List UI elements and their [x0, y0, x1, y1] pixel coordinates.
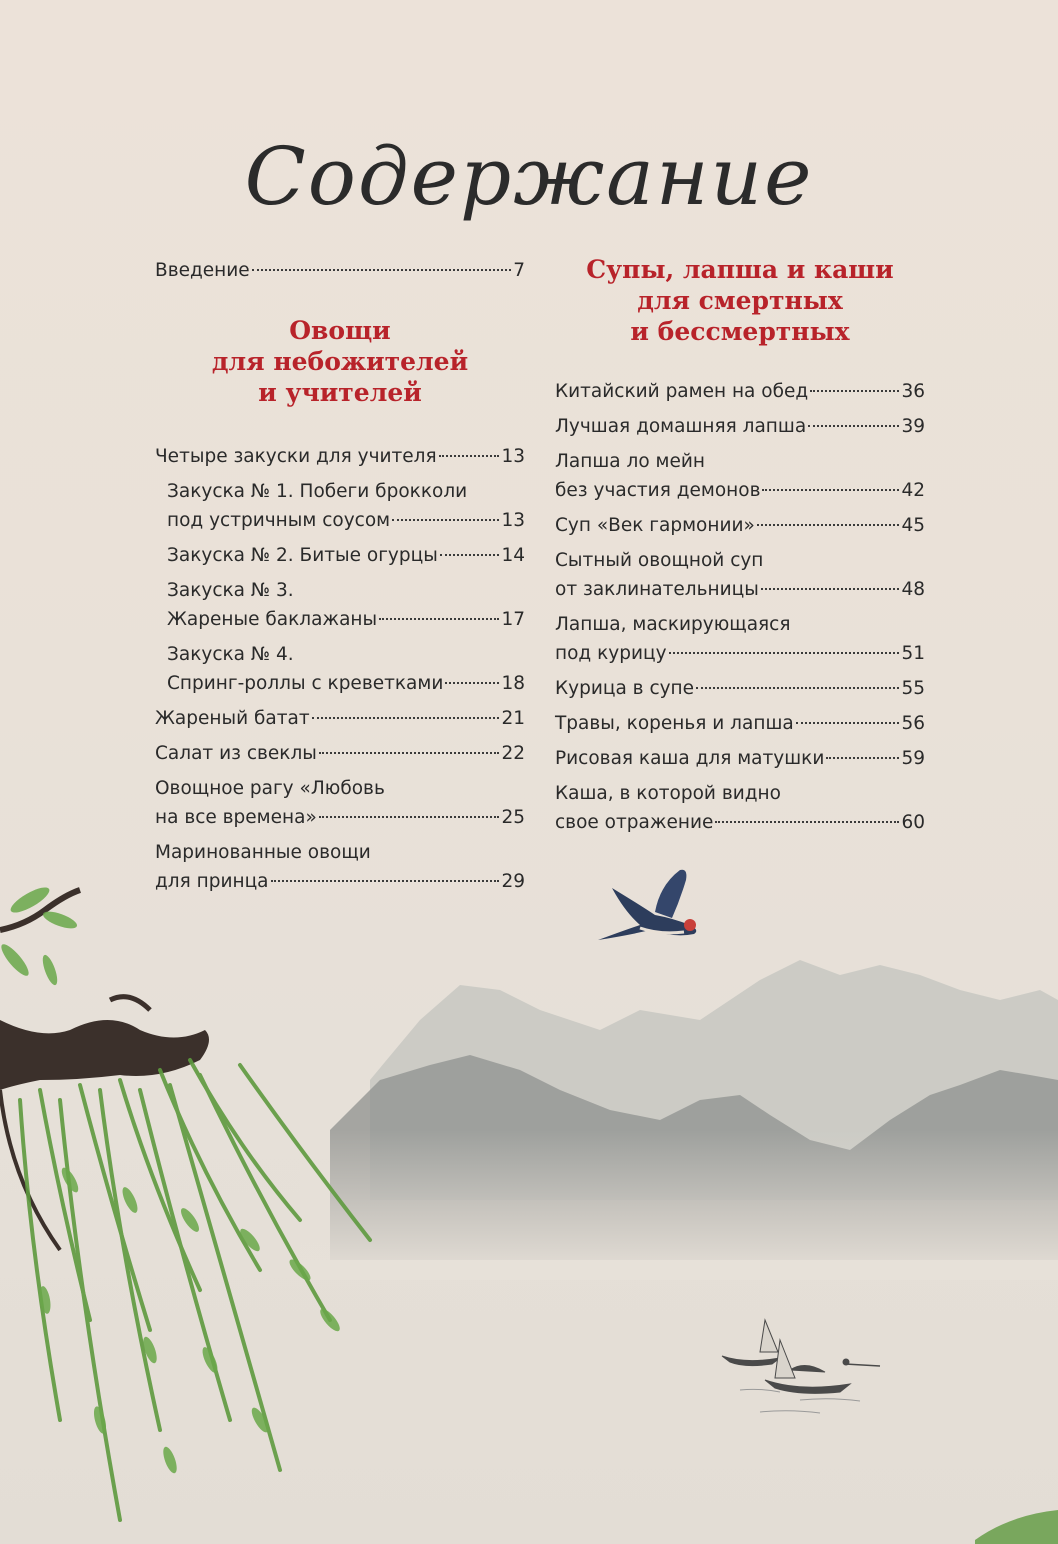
toc-entry-title: Салат из свеклы [155, 743, 317, 764]
toc-right-column [555, 254, 925, 843]
toc-dots [312, 717, 500, 719]
toc-entry-title: Китайский рамен на обед [555, 381, 809, 402]
toc-entry[interactable] [155, 477, 525, 535]
toc-page-number: 48 [901, 579, 925, 600]
toc-entry-title: под устричным соусом [167, 510, 391, 531]
section-heading-soups [555, 254, 925, 347]
toc-page-number: 18 [501, 673, 525, 694]
toc-entry-title: Жареный батат [155, 708, 310, 729]
toc-page-number: 14 [501, 545, 525, 566]
toc-dots [319, 752, 500, 754]
toc-dots [392, 519, 499, 521]
toc-entry-title: Курица в супе [555, 678, 695, 699]
toc-entry-title: без участия демонов [555, 480, 761, 501]
toc-page-number: 60 [901, 812, 925, 833]
toc-entry-title: Спринг-роллы с креветками [167, 673, 444, 694]
toc-entry-title: Травы, коренья и лапша [555, 713, 794, 734]
toc-entry[interactable] [555, 511, 925, 540]
toc-entry[interactable] [555, 744, 925, 773]
toc-dots [445, 682, 499, 684]
toc-page-number: 55 [901, 678, 925, 699]
toc-entry[interactable] [155, 442, 525, 471]
toc-entry-title: Суп «Век гармонии» [555, 515, 755, 536]
page-title: Содержание [244, 130, 814, 223]
toc-page-number: 39 [901, 416, 925, 437]
toc-dots [757, 524, 900, 526]
toc-entry-title-line: Закуска № 1. Побеги брокколи [167, 481, 468, 502]
toc-entry-title: Рисовая каша для матушки [555, 748, 825, 769]
section-heading-line: для небожителей [211, 347, 469, 376]
toc-entry-title: Закуска № 2. Битые огурцы [167, 545, 438, 566]
toc-entry-title-line: Лапша ло мейн [555, 451, 705, 472]
toc-entry-title-line: Каша, в которой видно [555, 783, 781, 804]
toc-entry-title-line: Закуска № 3. [167, 580, 294, 601]
toc-entry-title-line: Сытный овощной суп [555, 550, 764, 571]
toc-left-column [155, 256, 525, 902]
toc-page-number: 56 [901, 713, 925, 734]
toc-entry[interactable] [155, 704, 525, 733]
toc-entry[interactable] [555, 779, 925, 837]
toc-dots [808, 425, 899, 427]
green-hill [975, 1510, 1058, 1544]
toc-page-number: 45 [901, 515, 925, 536]
toc-entry[interactable] [155, 576, 525, 634]
section-heading-line: и бессмертных [630, 317, 850, 346]
toc-dots [319, 816, 500, 818]
toc-entry[interactable] [155, 838, 525, 896]
toc-dots [715, 821, 899, 823]
toc-entry-title: от заклинательницы [555, 579, 759, 600]
swallow-bird [598, 870, 696, 940]
section-heading-line: Супы, лапша и каши [586, 255, 894, 284]
section-heading-vegetables [155, 315, 525, 408]
toc-dots [761, 588, 900, 590]
toc-entry-title-line: Закуска № 4. [167, 644, 294, 665]
toc-entry[interactable] [555, 412, 925, 441]
toc-entry[interactable] [155, 541, 525, 570]
toc-page-number: 7 [513, 260, 525, 281]
toc-entry-title: Лучшая домашняя лапша [555, 416, 807, 437]
toc-page-number: 51 [901, 643, 925, 664]
toc-entry[interactable] [155, 739, 525, 768]
toc-entry[interactable] [555, 546, 925, 604]
toc-page-number: 21 [501, 708, 525, 729]
toc-dots [669, 652, 900, 654]
toc-page-number: 17 [501, 609, 525, 630]
toc-page-number: 22 [501, 743, 525, 764]
toc-entry-title: Жареные баклажаны [167, 609, 378, 630]
toc-dots [252, 269, 512, 271]
toc-dots [439, 455, 500, 457]
toc-page-number: 25 [501, 807, 525, 828]
toc-dots [762, 489, 899, 491]
toc-entry-title: под курицу [555, 643, 667, 664]
toc-entry[interactable] [555, 709, 925, 738]
section-heading-line: и учителей [258, 378, 422, 407]
section-heading-line: для смертных [637, 286, 843, 315]
toc-entry[interactable] [155, 256, 525, 285]
toc-page-number: 13 [501, 510, 525, 531]
toc-entry-title: Введение [155, 260, 250, 281]
toc-dots [826, 757, 899, 759]
toc-entry-title: Четыре закуски для учителя [155, 446, 437, 467]
toc-dots [271, 880, 500, 882]
toc-entry[interactable] [555, 674, 925, 703]
boats [722, 1320, 880, 1393]
toc-entry[interactable] [155, 640, 525, 698]
toc-page-number: 42 [901, 480, 925, 501]
toc-dots [379, 618, 499, 620]
toc-entry-title: свое отражение [555, 812, 714, 833]
toc-entry[interactable] [555, 377, 925, 406]
toc-entry-title-line: Маринованные овощи [155, 842, 371, 863]
toc-entry-title: для принца [155, 871, 269, 892]
toc-dots [796, 722, 900, 724]
toc-entry-title: на все времена» [155, 807, 317, 828]
toc-page-number: 36 [901, 381, 925, 402]
toc-dots [810, 390, 899, 392]
toc-page-number: 59 [901, 748, 925, 769]
toc-page-number: 13 [501, 446, 525, 467]
toc-dots [440, 554, 500, 556]
toc-dots [696, 687, 899, 689]
section-heading-line: Овощи [289, 316, 391, 345]
toc-entry-title-line: Лапша, маскирующаяся [555, 614, 791, 635]
toc-entry-title-line: Овощное рагу «Любовь [155, 778, 385, 799]
toc-entry[interactable] [155, 774, 525, 832]
toc-entry[interactable] [555, 447, 925, 505]
toc-page-number: 29 [501, 871, 525, 892]
toc-entry[interactable] [555, 610, 925, 668]
